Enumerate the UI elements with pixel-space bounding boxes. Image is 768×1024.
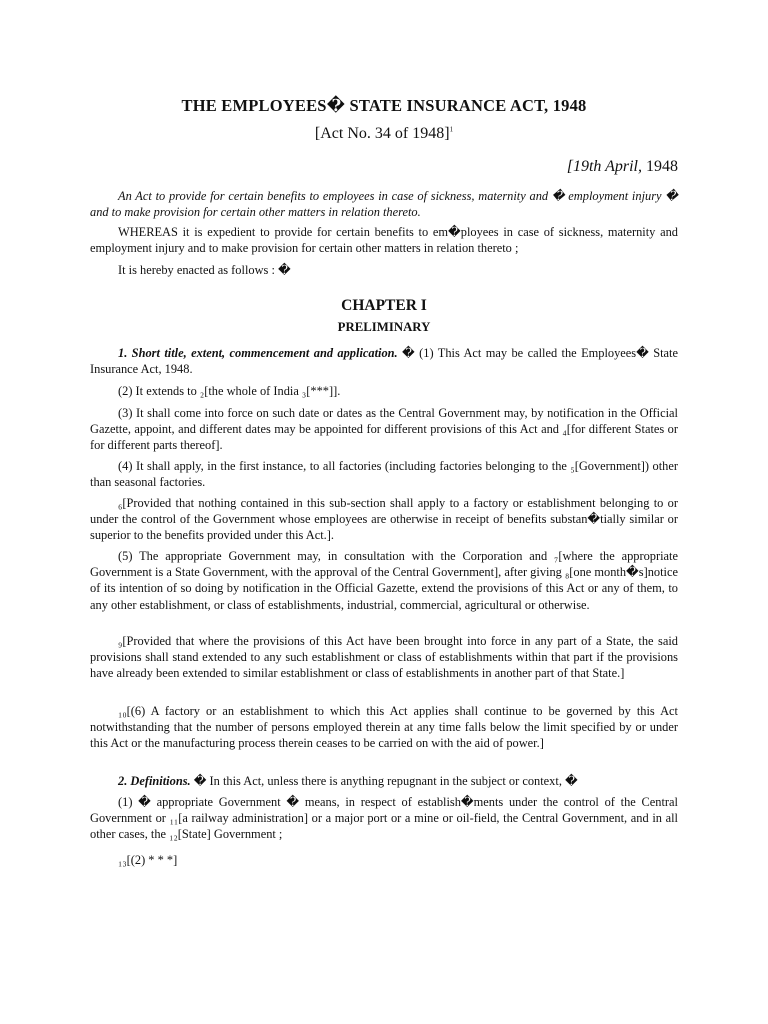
section-1-text: � (1) This Act may be called the Employees� State Insurance Act, 1948. [90,346,678,377]
act-number-text: [Act No. 34 of 1948] [314,125,450,142]
footnote-mark: 1 [449,125,454,134]
section-1-3: (3) It shall come into force on such date or dates as the Central Government may, by notification in the Official Gazette, appoint, and different dates may be appointed for different provisions of this Act and ₄[for different States or for different parts thereof]. [90,406,678,453]
section-1-5-proviso: ₉[Provided that where the provisions of this Act have been brought into force in any part of a State, the said provisions shall stand extended to any such establishment or class of establishments within that part if the provisions have already been extended to similar establishment or class of establishments in another part of that State.] [90,634,678,681]
whereas-clause: WHEREAS it is expedient to provide for certain benefits to em�ployees in case of sickness, maternity and employment injury and to make provision for certain other matters in relation thereto ; [90,225,678,256]
section-1 [90,345,678,377]
act-number [90,125,678,143]
chapter-heading: CHAPTER I [341,297,427,314]
section-1-4: (4) It shall apply, in the first instance, to all factories (including factories belonging to the ₅[Government]) other than seasonal factories. [90,459,678,490]
section-2-heading: 2. Definitions. [118,774,191,788]
act-title: THE EMPLOYEES� STATE INSURANCE ACT, 1948 [181,96,587,115]
section-1-heading: 1. Short title, extent, commencement and application. [118,346,398,360]
section-2-text: � In this Act, unless there is anything repugnant in the subject or context, � [190,774,578,788]
section-1-5: (5) The appropriate Government may, in consultation with the Corporation and ₇[where the appropriate Government is a State Government, with the approval of the Central Government], after giving ₈[one month�s]notice of its intention of so doing by notification in the Official Gazette, extend the provisions of this Act or any of them, to any other establishment, or class of establishments, industrial, commercial, agricultural or otherwise. [90,549,678,612]
section-2-1: (1) � appropriate Government � means, in respect of establish�ments under the control of the Central Government or ₁₁[a railway administration] or a major port or a mine or oil-field, the Central Government, and in all other cases, the ₁₂[State] Government ; [90,795,678,842]
act-date [567,158,678,176]
section-2-2: ₁₃[(2) * * *] [118,853,178,867]
section-1-4-proviso: ₆[Provided that nothing contained in this sub-section shall apply to a factory or establishment belonging to or under the control of the Government whose employees are otherwise in receipt of benefits substan�tially similar or superior to the benefits provided under this Act.]. [90,496,678,543]
enacting-clause: It is hereby enacted as follows : � [118,263,291,277]
section-1-2: (2) It extends to ₂[the whole of India ₃[***]]. [118,384,341,398]
section-1-6: ₁₀[(6) A factory or an establishment to which this Act applies shall continue to be governed by this Act notwithstanding that the number of persons employed therein at any time falls below the limit specified by or under this Act or the manufacturing process therein ceases to be carried on with the aid of power.] [90,704,678,751]
section-2 [90,773,678,789]
act-date-prefix: [19th April, [566,158,642,175]
chapter-subheading: PRELIMINARY [337,320,431,334]
act-date-year: 1948 [642,158,678,175]
preamble: An Act to provide for certain benefits to employees in case of sickness, maternity and � employment injury � and to make provision for certain other matters in relation thereto. [90,189,678,220]
